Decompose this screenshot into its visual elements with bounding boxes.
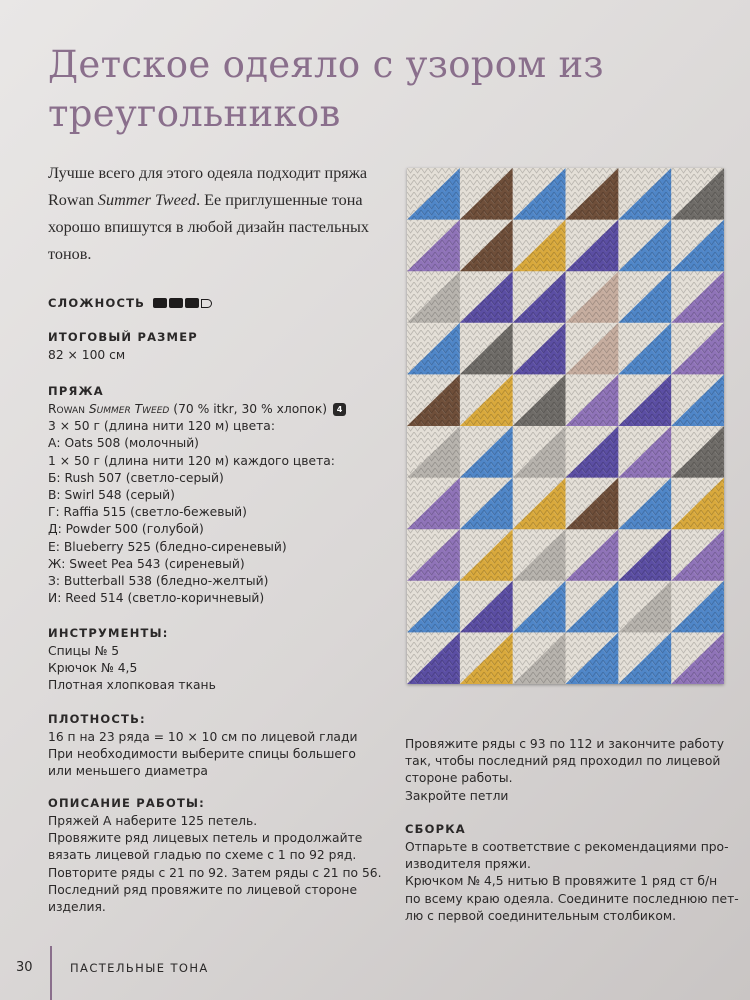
gauge-label: ПЛОТНОСТЬ:: [48, 712, 146, 726]
yarn-line: Ж: Sweet Pea 543 (сиреневый): [48, 556, 245, 571]
difficulty-segment-filled: [153, 298, 167, 308]
gauge-line: или меньшего диаметра: [48, 764, 208, 779]
difficulty-segment-empty: [201, 299, 212, 308]
yarn-line: 1 × 50 г (длина нити 120 м) каждого цвета:: [48, 453, 335, 468]
gauge-line: 16 п на 23 ряда = 10 × 10 см по лицевой глади: [48, 730, 358, 744]
gauge-section: [48, 712, 357, 781]
tools-section: [48, 626, 216, 695]
description-line: Последний ряд провяжите по лицевой стороне: [48, 882, 358, 897]
yarn-weight-badge: 4: [333, 403, 346, 416]
intro-text-after: . Ее приглушенные тона хорошо впишутся в любой дизайн пастельных тонов.: [48, 191, 369, 263]
assembly-section: [405, 822, 739, 925]
yarn-line: И: Reed 514 (светло-коричневый): [48, 591, 265, 606]
intro-yarn-name: Summer Tweed: [97, 191, 197, 209]
assembly-label: СБОРКА: [405, 822, 466, 836]
continuation-line: стороне работы.: [405, 771, 513, 786]
yarn-brand: Rowan: [48, 402, 85, 416]
assembly-line: Отпарьте в соответствие с рекомендациями про-: [405, 840, 729, 854]
yarn-section: [48, 384, 346, 607]
description-line: Провяжите ряд лицевых петель и продолжайте: [48, 831, 363, 846]
yarn-name: Summer Tweed: [88, 402, 170, 416]
continuation-line: Закройте петли: [405, 788, 509, 803]
yarn-composition: (70 % itkr, 30 % хлопок): [173, 402, 328, 416]
tools-line: Плотная хлопковая ткань: [48, 678, 216, 693]
yarn-label: ПРЯЖА: [48, 384, 104, 398]
page-number: 30: [16, 960, 33, 975]
blanket-photo: [407, 168, 724, 684]
blanket-image: [407, 168, 724, 684]
yarn-line: З: Butterball 538 (бледно-желтый): [48, 574, 269, 589]
yarn-line: В: Swirl 548 (серый): [48, 488, 175, 503]
description-line: Пряжей А наберите 125 петель.: [48, 814, 258, 828]
description-label: ОПИСАНИЕ РАБОТЫ:: [48, 796, 205, 810]
difficulty-segment-filled: [169, 298, 183, 308]
yarn-line: Б: Rush 507 (светло-серый): [48, 470, 224, 485]
description-line: изделия.: [48, 900, 106, 915]
knit-texture: [407, 168, 724, 684]
size-section: [48, 330, 198, 364]
difficulty-label: СЛОЖНОСТЬ: [48, 296, 146, 310]
yarn-line: Е: Blueberry 525 (бледно-сиреневый): [48, 539, 287, 554]
size-label: ИТОГОВЫЙ РАЗМЕР: [48, 330, 198, 344]
difficulty-row: [48, 296, 214, 310]
continuation-line: так, чтобы последний ряд проходил по лицевой: [405, 754, 721, 769]
assembly-line: по всему краю одеяла. Соедините последнюю пет-: [405, 891, 739, 906]
difficulty-segment-filled: [185, 298, 199, 308]
tools-line: Спицы № 5: [48, 644, 120, 658]
yarn-title-line: [48, 401, 346, 418]
yarn-line: А: Oats 508 (молочный): [48, 436, 199, 451]
description-line: Повторите ряды с 21 по 92. Затем ряды с 21 по 56.: [48, 865, 382, 880]
yarn-line: Г: Raffia 515 (светло-бежевый): [48, 505, 247, 520]
page-footer: [0, 946, 750, 1000]
yarn-line: Д: Powder 500 (голубой): [48, 522, 204, 537]
yarn-line: 3 × 50 г (длина нити 120 м) цвета:: [48, 419, 275, 434]
intro-text-before: Лучше всего для этого одеяла подходит пряжа Rowan: [48, 164, 368, 209]
difficulty-meter: [153, 298, 214, 308]
assembly-line: изводителя пряжи.: [405, 857, 531, 872]
description-section: [48, 796, 382, 916]
size-value: 82 × 100 см: [48, 348, 126, 362]
section-name: ПАСТЕЛЬНЫЕ ТОНА: [70, 961, 209, 975]
continuation-section: [405, 736, 725, 805]
tools-line: Крючок № 4,5: [48, 661, 138, 676]
continuation-line: Провяжите ряды с 93 по 112 и закончите работу: [405, 737, 725, 751]
tools-label: ИНСТРУМЕНТЫ:: [48, 626, 169, 640]
intro-paragraph: [48, 160, 383, 268]
description-line: вязать лицевой гладью по схеме с 1 по 92 ряд.: [48, 848, 357, 863]
assembly-line: лю с первой соединительным столбиком.: [405, 908, 677, 923]
footer-divider: [50, 946, 52, 1000]
page-title: Детское одеяло с узором из треугольников: [48, 43, 604, 135]
assembly-line: Крючком № 4,5 нитью В провяжите 1 ряд ст б/н: [405, 874, 718, 889]
gauge-line: При необходимости выберите спицы большего: [48, 747, 356, 762]
